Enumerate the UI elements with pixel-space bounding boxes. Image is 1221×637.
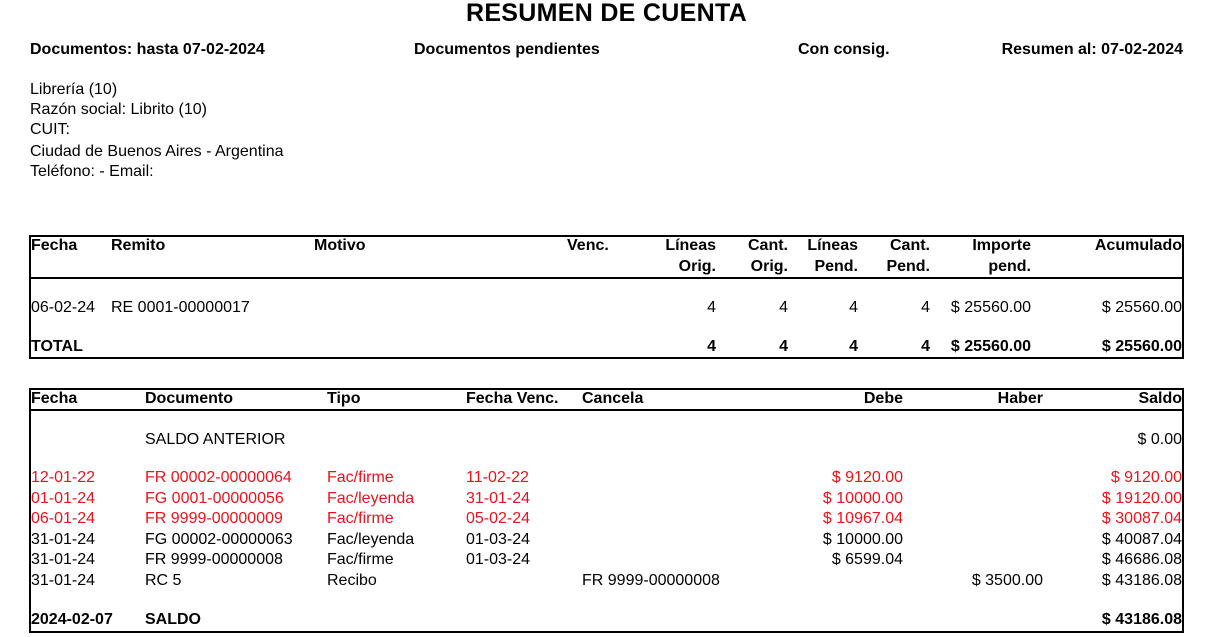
mov-header-fecha: Fecha	[31, 390, 78, 407]
mov-row-documento: FR 9999-00000008	[145, 551, 283, 568]
mov-row-haber: $ 3500.00	[971, 571, 1043, 589]
client-cuit: CUIT:	[30, 121, 70, 138]
remitos-header-cant-pend: Cant.	[890, 237, 930, 254]
mov-row-documento: FR 9999-00000009	[145, 510, 283, 527]
client-razon-social: Razón social: Librito (10)	[30, 101, 207, 118]
mov-row-tipo: Fac/leyenda	[327, 489, 415, 507]
remitos-header-lineas-orig: Líneas	[665, 237, 716, 254]
mov-header-fecha-venc: Fecha Venc.	[466, 390, 559, 407]
mov-row-cancela: FR 9999-00000008	[582, 571, 720, 589]
mov-row-tipo: Fac/leyenda	[327, 530, 415, 548]
mov-header-cancela: Cancela	[582, 390, 644, 407]
remitos-header-lineas-pend: Líneas	[807, 237, 858, 254]
remitos-header-lineas-pend-sub: Pend.	[814, 258, 858, 275]
mov-header-tipo: Tipo	[327, 390, 361, 407]
saldo-final-value: $ 43186.08	[1101, 611, 1182, 628]
remitos-total-cant-pend: 4	[921, 338, 930, 355]
mov-row-documento: RC 5	[145, 571, 182, 589]
mov-row-fecha-venc: 05-02-24	[466, 510, 531, 527]
remitos-total-lineas-pend: 4	[849, 338, 858, 355]
mov-row-saldo: $ 19120.00	[1101, 489, 1182, 507]
remitos-row-importe: $ 25560.00	[950, 299, 1031, 316]
remitos-header-cant-orig-sub: Orig.	[750, 258, 788, 275]
remitos-header-venc: Venc.	[567, 237, 609, 254]
mov-row-fecha: 01-01-24	[31, 489, 96, 507]
mov-row-fecha: 06-01-24	[31, 510, 96, 527]
mov-row-fecha-venc: 11-02-22	[466, 469, 529, 486]
remitos-total-importe: $ 25560.00	[950, 338, 1031, 355]
remitos-row-cant-orig: 4	[779, 299, 788, 316]
mov-row-fecha: 31-01-24	[31, 551, 96, 568]
client-contact: Teléfono: - Email:	[30, 163, 154, 180]
remitos-header-acumulado: Acumulado	[1094, 237, 1182, 254]
mov-row-saldo: $ 40087.04	[1101, 530, 1182, 548]
mov-row-documento: FG 00002-00000063	[145, 530, 293, 548]
mov-header-documento: Documento	[145, 390, 233, 407]
remitos-total-lineas-orig: 4	[707, 338, 716, 355]
remitos-header-importe-sub: pend.	[988, 258, 1031, 275]
remitos-row-acumulado: $ 25560.00	[1101, 299, 1182, 316]
mov-header-haber: Haber	[997, 390, 1043, 407]
remitos-header-motivo: Motivo	[314, 237, 366, 254]
mov-row-debe: $ 9120.00	[831, 469, 903, 486]
mov-row-saldo: $ 9120.00	[1110, 469, 1182, 486]
remitos-row-fecha: 06-02-24	[31, 299, 96, 316]
mov-header-debe: Debe	[863, 390, 903, 407]
remitos-header-importe: Importe	[972, 237, 1031, 254]
client-location: Ciudad de Buenos Aires - Argentina	[30, 143, 284, 160]
mov-row-debe: $ 10000.00	[822, 489, 903, 507]
remitos-total-acumulado: $ 25560.00	[1101, 338, 1182, 355]
remitos-row-lineas-orig: 4	[707, 299, 716, 316]
remitos-header-divider	[29, 277, 1184, 279]
con-consig-label: Con consig.	[798, 41, 890, 58]
mov-row-saldo: $ 30087.04	[1101, 510, 1182, 527]
saldo-final-label: SALDO	[145, 611, 201, 628]
mov-row-debe: $ 10000.00	[822, 530, 903, 548]
mov-row-documento: FG 0001-00000056	[145, 489, 284, 507]
remitos-row-cant-pend: 4	[921, 299, 930, 316]
resumen-date: Resumen al: 07-02-2024	[1001, 41, 1183, 58]
mov-row-tipo: Fac/firme	[327, 510, 394, 527]
mov-row-fecha: 31-01-24	[31, 571, 96, 589]
movimientos-header-divider	[29, 409, 1184, 411]
page-title: RESUMEN DE CUENTA	[465, 0, 748, 27]
mov-row-debe: $ 6599.04	[831, 551, 903, 568]
mov-row-fecha: 31-01-24	[31, 530, 96, 548]
remitos-total-cant-orig: 4	[779, 338, 788, 355]
remitos-row-lineas-pend: 4	[849, 299, 858, 316]
remitos-header-cant-pend-sub: Pend.	[886, 258, 930, 275]
mov-row-saldo: $ 46686.08	[1101, 551, 1182, 568]
documentos-range: Documentos: hasta 07-02-2024	[30, 41, 265, 58]
mov-row-tipo: Recibo	[327, 571, 377, 589]
mov-row-debe: $ 10967.04	[822, 510, 903, 527]
mov-header-saldo: Saldo	[1138, 390, 1182, 407]
documentos-pendientes-label: Documentos pendientes	[414, 41, 600, 58]
remitos-total-label: TOTAL	[31, 338, 83, 355]
mov-row-tipo: Fac/firme	[327, 469, 394, 486]
mov-row-fecha-venc: 31-01-24	[466, 489, 531, 507]
mov-row-fecha-venc: 01-03-24	[466, 551, 531, 568]
saldo-anterior-value: $ 0.00	[1137, 431, 1182, 448]
mov-row-fecha-venc: 01-03-24	[466, 530, 531, 548]
client-name: Librería (10)	[30, 81, 118, 98]
remitos-header-lineas-orig-sub: Orig.	[678, 258, 716, 275]
saldo-anterior-label: SALDO ANTERIOR	[145, 431, 286, 448]
mov-row-tipo: Fac/firme	[327, 551, 394, 568]
mov-row-documento: FR 00002-00000064	[145, 469, 292, 486]
mov-row-saldo: $ 43186.08	[1101, 571, 1182, 589]
mov-row-fecha: 12-01-22	[31, 469, 96, 486]
saldo-final-fecha: 2024-02-07	[31, 611, 113, 628]
remitos-row-remito: RE 0001-00000017	[111, 299, 250, 316]
remitos-header-remito: Remito	[111, 237, 166, 254]
remitos-header-cant-orig: Cant.	[748, 237, 788, 254]
remitos-header-fecha: Fecha	[31, 237, 78, 254]
